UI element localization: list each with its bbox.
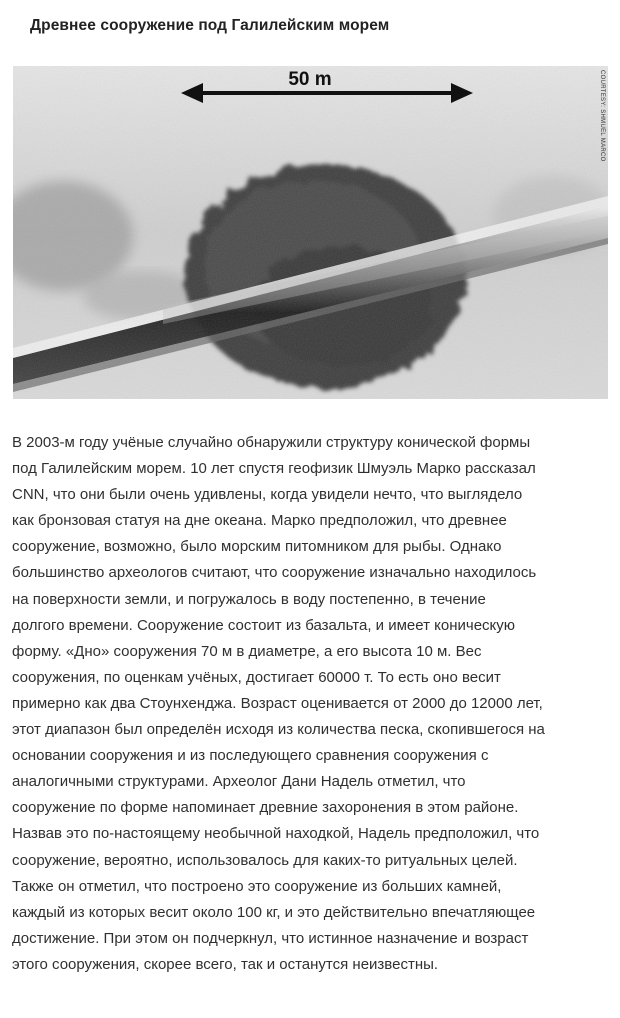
scale-label: 50 m [288,69,332,90]
image-credit: COURTESY: SHMUEL MARCO [599,70,605,162]
article-body: В 2003-м году учёные случайно обнаружили структуру конической формы под Галилейским морем. 10 лет спустя геофизик Шмуэль Марко рассказал CNN, что они были очень удивлены, когда увидели нечто, что выглядело как бронзовая статуя на дне океана. Марко предположил, что древнее сооружение, возможно, было морским питомником для рыбы. Однако большинство археологов считают, что сооружение изначально находилось на поверхности земли, и погружалось в воду постепенно, в течение долгого времени. Сооружение состоит из базальта, и имеет коническую форму. «Дно» сооружения 70 м в диаметре, а его высота 10 м. Вес сооружения, по оценкам учёных, достигает 60000 т. То есть оно весит примерно как два Стоунхенджа. Возраст оценивается от 2000 до 12000 лет, этот диапазон был определён исходя из количества песка, скопившегося на основании сооружения и из последующего сравнения сооружения с аналогичными структурами. Археолог Дани Надель отметил, что сооружение по форме напоминает древние захоронения в этом районе. Назвав это по-настоящему необычной находкой, Надель предположил, что сооружение, вероятно, использовалось для каких-то ритуальных целей. Также он отметил, что построено это сооружение из больших камней, каждый из которых весит около 100 кг, и это действительно впечатляющее достижение. При этом он подчеркнул, что истинное назначение и возраст этого сооружения, скорее всего, так и останутся неизвестны. [12,434,545,973]
article-title: Древнее сооружение под Галилейским морем [30,17,390,34]
sonar-image [13,66,608,399]
